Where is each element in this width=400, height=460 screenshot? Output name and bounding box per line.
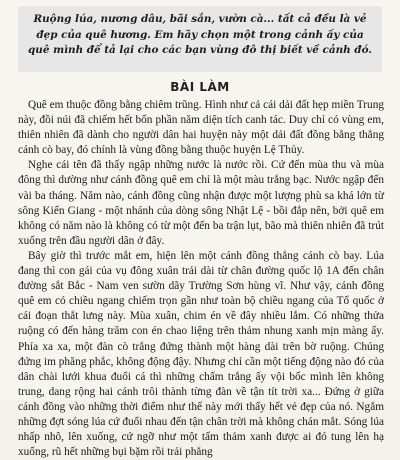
exercise-prompt-box bbox=[18, 6, 382, 72]
essay-paragraph-3: Bây giờ thì trước mắt em, hiện lên một cánh đồng thẳng cánh cò bay. Lúa đang thì con gái của vụ đông xuân trải dài từ chân đường quốc lộ 1A đến chân đường sắt Bắc - Nam ven sườn dãy Trường Sơn hùng vĩ. Như vậy, cánh đồng quê em có chiều ngang chiếm trọn gần như toàn bộ chiều ngang của Tổ quốc ở cái đoạn thắt lưng này. Mùa xuân, chim én về đây nhiều lắm. Có những thửa ruộng có đến hàng trăm con én chao liệng trên thảm nhung xanh mịn màng ấy. Phía xa xa, một đàn cò trắng đứng thành một hàng dài trên bờ ruộng. Chúng đứng im phăng phắc, không động đậy. Nhưng chỉ cần một tiếng động nào đó của dân chài lưới khua đuổi cá thì những chấm trắng ấy vội bốc mình lên không trung, dang rộng hai cánh trôi thành từng đàn về tận tít trời xa... Đứng ở giữa cánh đồng vào những thời điểm như thế này mới thấy hết vẻ đẹp của nó. Ngắm những đợt sóng lúa cứ đuổi nhau đến tận chân trời mà không chán mắt. Sóng lúa nhấp nhô, lên xuống, cứ ngỡ như một tấm thảm xanh được ai đó tung lên hạ xuống, rũ hết những bụi bặm rồi trải phẳng bbox=[18, 249, 384, 459]
essay-body bbox=[18, 98, 384, 460]
exercise-prompt-text: Ruộng lúa, nương dâu, bãi sắn, vườn cà... tất cả đều là vẻ đẹp của quê hương. Em hãy chọn một trong cảnh ấy của quê mình để tả lại cho các bạn vùng đô thị biết về cảnh đó. bbox=[28, 13, 372, 56]
essay-heading: BÀI LÀM bbox=[170, 80, 230, 94]
essay-paragraph-2: Nghe cái tên đã thấy ngập những nước là nước rồi. Cứ đến mùa thu và mùa đông thì dường như cánh đồng quê em chỉ là một màu trắng bạc. Nước ngập đến vài ba tháng. Năm nào, cánh đồng cũng nhận được một lượng phù sa khá lớn từ sông Kiến Giang - một nhánh của dòng sông Nhật Lệ - bồi đắp nên, bởi quê em không có năm nào là không có từ một đến ba trận lụt, bão mà thiên nhiên đã trút xuống trên đầu người dân ở đây. bbox=[18, 159, 384, 247]
essay-paragraph-1: Quê em thuộc đồng bằng chiêm trũng. Hình như cả cái dải đất hẹp miền Trung này, đồi núi đã chiếm hết bốn phần năm diện tích canh tác. Duy chỉ có vùng em, thiên nhiên đã dành cho người dân hai huyện này một dải đất đồng bằng thẳng cánh cò bay, đó chính là vùng đồng bằng thuộc huyện Lệ Thủy. bbox=[18, 99, 384, 157]
